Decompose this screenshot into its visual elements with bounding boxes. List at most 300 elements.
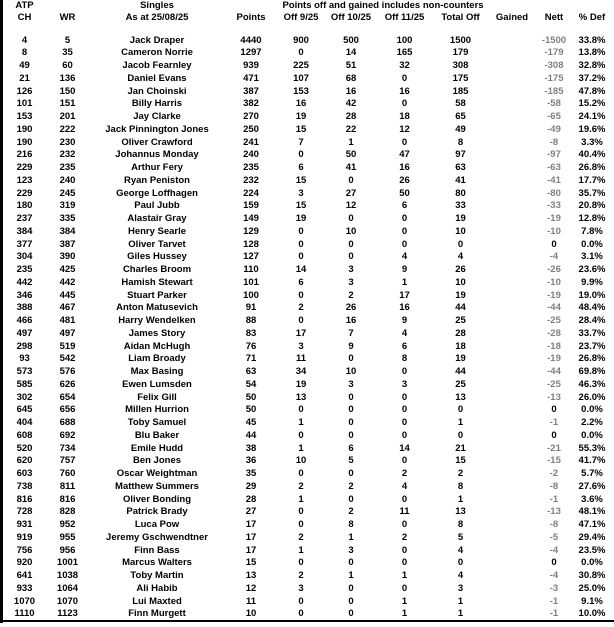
cell-pct-def[interactable]: 24.1% xyxy=(578,111,606,123)
cell-ch[interactable]: 641 xyxy=(16,570,33,582)
cell-ch[interactable]: 101 xyxy=(16,98,33,110)
cell-off-1025[interactable]: 1 xyxy=(348,136,354,148)
column-header-pct-def[interactable]: % Def xyxy=(578,12,606,24)
cell-pct-def[interactable]: 19.6% xyxy=(578,123,606,135)
cell-nett[interactable]: -19 xyxy=(547,353,561,365)
cell-wr[interactable]: 235 xyxy=(59,162,76,174)
cell-total-off[interactable]: 13 xyxy=(455,391,466,403)
cell-points[interactable]: 38 xyxy=(245,442,257,454)
cell-pct-def[interactable]: 46.3% xyxy=(578,378,606,390)
cell-off-1125[interactable]: 0 xyxy=(401,429,408,441)
cell-wr[interactable]: 956 xyxy=(59,544,76,556)
cell-total-off[interactable]: 44 xyxy=(455,366,466,378)
cell-player[interactable]: Oliver Crawford xyxy=(121,136,193,148)
cell-total-off[interactable]: 26 xyxy=(455,264,466,276)
cell-pct-def[interactable]: 47.8% xyxy=(578,85,606,97)
cell-off-925[interactable]: 17 xyxy=(295,327,307,339)
cell-off-1025[interactable]: 3 xyxy=(348,544,354,556)
cell-off-1125[interactable]: 165 xyxy=(396,47,413,59)
cell-total-off[interactable]: 25 xyxy=(455,315,466,327)
cell-off-1025[interactable]: 0 xyxy=(348,608,354,620)
cell-off-925[interactable]: 2 xyxy=(298,531,304,543)
cell-off-1125[interactable]: 0 xyxy=(401,136,408,148)
cell-nett[interactable]: -28 xyxy=(547,327,561,339)
cell-nett[interactable]: -1 xyxy=(549,608,559,620)
cell-ch[interactable]: 21 xyxy=(19,72,30,84)
cell-player[interactable]: Henry Searle xyxy=(127,225,187,237)
cell-off-1125[interactable]: 50 xyxy=(399,187,410,199)
cell-pct-def[interactable]: 30.8% xyxy=(578,570,606,582)
cell-total-off[interactable]: 1 xyxy=(457,608,464,620)
cell-ch[interactable]: 603 xyxy=(16,468,33,480)
cell-off-1125[interactable]: 0 xyxy=(401,391,408,403)
cell-player[interactable]: Johannus Monday xyxy=(115,149,199,161)
cell-nett[interactable]: -44 xyxy=(547,366,561,378)
cell-off-925[interactable]: 1 xyxy=(298,417,304,429)
cell-pct-def[interactable]: 69.8% xyxy=(578,366,606,378)
cell-ch[interactable]: 756 xyxy=(16,544,33,556)
cell-pct-def[interactable]: 48.4% xyxy=(578,302,606,314)
cell-wr[interactable]: 1123 xyxy=(57,608,78,620)
cell-nett[interactable]: -8 xyxy=(549,136,559,148)
cell-off-925[interactable]: 0 xyxy=(298,519,304,531)
cell-off-1025[interactable]: 68 xyxy=(345,72,357,84)
column-header-nett[interactable]: Nett xyxy=(544,12,564,24)
cell-off-1125[interactable]: 6 xyxy=(401,340,408,352)
cell-points[interactable]: 159 xyxy=(243,200,259,212)
cell-pct-def[interactable]: 20.8% xyxy=(578,200,606,212)
cell-total-off[interactable]: 8 xyxy=(457,480,464,492)
cell-total-off[interactable]: 28 xyxy=(455,327,466,339)
cell-total-off[interactable]: 19 xyxy=(455,353,466,365)
cell-off-925[interactable]: 2 xyxy=(298,302,304,314)
cell-off-925[interactable]: 3 xyxy=(298,582,304,594)
cell-off-1025[interactable]: 16 xyxy=(345,85,357,97)
cell-points[interactable]: 50 xyxy=(245,391,257,403)
cell-pct-def[interactable]: 55.3% xyxy=(578,442,606,454)
cell-player[interactable]: Jack Draper xyxy=(129,34,185,46)
cell-nett[interactable]: -13 xyxy=(547,391,561,403)
cell-player[interactable]: James Story xyxy=(128,327,186,339)
cell-off-1125[interactable]: 0 xyxy=(401,493,408,505)
cell-ch[interactable]: 93 xyxy=(19,353,30,365)
cell-total-off[interactable]: 0 xyxy=(457,238,464,250)
cell-nett[interactable]: -3 xyxy=(549,582,559,594)
cell-points[interactable]: 127 xyxy=(243,251,259,263)
cell-pct-def[interactable]: 26.0% xyxy=(578,391,606,403)
cell-off-925[interactable]: 0 xyxy=(298,238,304,250)
cell-wr[interactable]: 816 xyxy=(59,493,76,505)
cell-wr[interactable]: 60 xyxy=(62,60,73,72)
cell-ch[interactable]: 1110 xyxy=(14,608,35,620)
cell-off-925[interactable]: 6 xyxy=(298,276,304,288)
cell-player[interactable]: Jacob Fearnley xyxy=(122,60,192,72)
cell-total-off[interactable]: 13 xyxy=(455,506,466,518)
cell-wr[interactable]: 952 xyxy=(59,519,76,531)
cell-player[interactable]: Blu Baker xyxy=(134,429,180,441)
cell-off-1025[interactable]: 50 xyxy=(345,149,357,161)
cell-off-1125[interactable]: 0 xyxy=(401,582,408,594)
cell-pct-def[interactable]: 27.6% xyxy=(578,480,606,492)
cell-off-1025[interactable]: 0 xyxy=(348,238,354,250)
cell-player[interactable]: Finn Murgett xyxy=(128,608,186,620)
cell-wr[interactable]: 240 xyxy=(59,174,76,186)
cell-player[interactable]: Aidan McHugh xyxy=(123,340,191,352)
cell-pct-def[interactable]: 47.1% xyxy=(578,519,606,531)
cell-wr[interactable]: 232 xyxy=(59,149,76,161)
cell-off-925[interactable]: 0 xyxy=(298,468,304,480)
cell-off-1025[interactable]: 51 xyxy=(345,60,357,72)
cell-nett[interactable]: -97 xyxy=(547,149,561,161)
cell-total-off[interactable]: 1 xyxy=(457,493,464,505)
cell-wr[interactable]: 654 xyxy=(59,391,76,403)
cell-off-1025[interactable]: 9 xyxy=(348,340,354,352)
cell-total-off[interactable]: 8 xyxy=(457,136,464,148)
cell-nett[interactable]: -1 xyxy=(549,493,559,505)
cell-points[interactable]: 110 xyxy=(243,264,259,276)
cell-off-925[interactable]: 19 xyxy=(295,213,307,225)
cell-off-1125[interactable]: 26 xyxy=(399,174,410,186)
cell-off-1025[interactable]: 0 xyxy=(348,557,354,569)
cell-ch[interactable]: 153 xyxy=(16,111,33,123)
cell-nett[interactable]: 0 xyxy=(551,557,557,569)
cell-off-1125[interactable]: 17 xyxy=(399,289,410,301)
cell-wr[interactable]: 319 xyxy=(59,200,76,212)
cell-off-925[interactable]: 13 xyxy=(295,391,307,403)
cell-nett[interactable]: -179 xyxy=(544,47,564,59)
cell-total-off[interactable]: 308 xyxy=(452,60,469,72)
cell-total-off[interactable]: 97 xyxy=(455,149,466,161)
cell-off-1125[interactable]: 1 xyxy=(401,595,408,607)
cell-off-925[interactable]: 15 xyxy=(295,123,307,135)
cell-off-1025[interactable]: 22 xyxy=(345,123,357,135)
cell-player[interactable]: Ryan Peniston xyxy=(124,174,190,186)
cell-pct-def[interactable]: 23.6% xyxy=(578,264,606,276)
cell-points[interactable]: 36 xyxy=(245,455,257,467)
cell-off-1125[interactable]: 16 xyxy=(399,85,410,97)
cell-pct-def[interactable]: 26.8% xyxy=(578,353,606,365)
cell-points[interactable]: 101 xyxy=(243,276,259,288)
cell-points[interactable]: 100 xyxy=(243,289,259,301)
header-singles[interactable]: Singles xyxy=(140,0,174,12)
cell-ch[interactable]: 585 xyxy=(16,378,33,390)
cell-total-off[interactable]: 1 xyxy=(457,595,464,607)
cell-ch[interactable]: 346 xyxy=(16,289,33,301)
cell-off-1025[interactable]: 8 xyxy=(348,519,354,531)
column-header-ch[interactable]: CH xyxy=(17,12,32,24)
cell-off-1025[interactable]: 3 xyxy=(348,378,354,390)
cell-off-925[interactable]: 0 xyxy=(298,289,304,301)
cell-player[interactable]: Marcus Walters xyxy=(122,557,192,569)
cell-points[interactable]: 28 xyxy=(245,493,257,505)
cell-wr[interactable]: 542 xyxy=(59,353,76,365)
cell-nett[interactable]: -26 xyxy=(547,264,561,276)
cell-pct-def[interactable]: 0.0% xyxy=(581,429,603,441)
cell-total-off[interactable]: 1500 xyxy=(449,34,472,46)
cell-pct-def[interactable]: 48.1% xyxy=(578,506,606,518)
cell-wr[interactable]: 811 xyxy=(59,480,76,492)
column-header-off-925[interactable]: Off 9/25 xyxy=(283,12,319,24)
cell-off-1125[interactable]: 1 xyxy=(401,570,408,582)
cell-off-1125[interactable]: 32 xyxy=(399,60,410,72)
cell-points[interactable]: 63 xyxy=(245,366,257,378)
cell-pct-def[interactable]: 15.2% xyxy=(578,98,606,110)
cell-off-925[interactable]: 7 xyxy=(298,136,304,148)
cell-wr[interactable]: 387 xyxy=(59,238,76,250)
cell-nett[interactable]: -21 xyxy=(547,442,561,454)
cell-off-925[interactable]: 10 xyxy=(295,455,307,467)
column-header-wr[interactable]: WR xyxy=(59,12,76,24)
cell-off-925[interactable]: 2 xyxy=(298,480,304,492)
cell-wr[interactable]: 1001 xyxy=(56,557,79,569)
cell-ch[interactable]: 180 xyxy=(16,200,33,212)
cell-off-1125[interactable]: 0 xyxy=(401,98,408,110)
cell-off-925[interactable]: 3 xyxy=(298,340,304,352)
cell-nett[interactable]: -80 xyxy=(547,187,561,199)
cell-nett[interactable]: -2 xyxy=(549,468,559,480)
cell-total-off[interactable]: 2 xyxy=(457,468,464,480)
column-header-player[interactable]: As at 25/08/25 xyxy=(125,12,189,24)
cell-wr[interactable]: 734 xyxy=(59,442,76,454)
cell-off-1125[interactable]: 0 xyxy=(401,366,408,378)
cell-off-1125[interactable]: 0 xyxy=(401,519,408,531)
cell-off-1125[interactable]: 1 xyxy=(401,276,408,288)
cell-player[interactable]: Millen Hurrion xyxy=(125,404,189,416)
cell-ch[interactable]: 497 xyxy=(16,327,33,339)
cell-ch[interactable]: 216 xyxy=(16,149,33,161)
cell-pct-def[interactable]: 12.8% xyxy=(578,213,606,225)
cell-points[interactable]: 12 xyxy=(245,582,257,594)
cell-nett[interactable]: -8 xyxy=(549,519,559,531)
cell-total-off[interactable]: 5 xyxy=(457,531,464,543)
cell-ch[interactable]: 190 xyxy=(16,136,33,148)
cell-pct-def[interactable]: 29.4% xyxy=(578,531,606,543)
cell-off-1025[interactable]: 0 xyxy=(348,429,354,441)
cell-off-1025[interactable]: 28 xyxy=(345,111,357,123)
cell-total-off[interactable]: 1 xyxy=(457,417,464,429)
cell-wr[interactable]: 1038 xyxy=(56,570,79,582)
cell-points[interactable]: 13 xyxy=(245,570,257,582)
cell-wr[interactable]: 335 xyxy=(59,213,76,225)
cell-nett[interactable]: -19 xyxy=(547,289,561,301)
cell-ch[interactable]: 931 xyxy=(16,519,33,531)
cell-off-1125[interactable]: 0 xyxy=(401,557,408,569)
cell-off-1025[interactable]: 0 xyxy=(348,353,354,365)
cell-ch[interactable]: 738 xyxy=(16,480,33,492)
cell-ch[interactable]: 377 xyxy=(16,238,33,250)
cell-wr[interactable]: 626 xyxy=(59,378,76,390)
cell-ch[interactable]: 466 xyxy=(16,315,33,327)
cell-off-925[interactable]: 0 xyxy=(298,595,304,607)
cell-player[interactable]: Oliver Tarvet xyxy=(128,238,186,250)
cell-off-1125[interactable]: 16 xyxy=(399,162,410,174)
cell-off-1125[interactable]: 2 xyxy=(401,531,408,543)
cell-off-925[interactable]: 1 xyxy=(298,493,304,505)
cell-off-1025[interactable]: 1 xyxy=(348,531,354,543)
cell-points[interactable]: 83 xyxy=(245,327,257,339)
cell-pct-def[interactable]: 41.7% xyxy=(578,455,606,467)
cell-nett[interactable]: -4 xyxy=(549,251,559,263)
cell-nett[interactable]: -65 xyxy=(547,111,561,123)
column-header-off-1125[interactable]: Off 11/25 xyxy=(384,12,425,24)
cell-wr[interactable]: 222 xyxy=(59,123,76,135)
cell-player[interactable]: Cameron Norrie xyxy=(121,47,193,59)
cell-total-off[interactable]: 3 xyxy=(457,582,464,594)
cell-nett[interactable]: -4 xyxy=(549,570,559,582)
cell-points[interactable]: 91 xyxy=(245,302,257,314)
cell-wr[interactable]: 5 xyxy=(64,34,71,46)
cell-points[interactable]: 224 xyxy=(243,187,259,199)
cell-ch[interactable]: 123 xyxy=(16,174,33,186)
cell-player[interactable]: Emile Hudd xyxy=(130,442,184,454)
cell-off-925[interactable]: 0 xyxy=(298,608,304,620)
cell-pct-def[interactable]: 9.1% xyxy=(581,595,603,607)
cell-off-1125[interactable]: 47 xyxy=(399,149,410,161)
cell-nett[interactable]: 0 xyxy=(551,429,557,441)
cell-nett[interactable]: -41 xyxy=(547,174,561,186)
cell-ch[interactable]: 298 xyxy=(16,340,33,352)
cell-player[interactable]: Ali Habib xyxy=(136,582,178,594)
column-header-points[interactable]: Points xyxy=(236,12,266,24)
cell-total-off[interactable]: 0 xyxy=(457,429,464,441)
cell-wr[interactable]: 692 xyxy=(59,429,76,441)
cell-wr[interactable]: 576 xyxy=(59,366,76,378)
cell-player[interactable]: Harry Wendelken xyxy=(118,315,196,327)
cell-off-1125[interactable]: 100 xyxy=(396,34,413,46)
cell-pct-def[interactable]: 37.2% xyxy=(578,72,606,84)
cell-points[interactable]: 50 xyxy=(245,404,257,416)
cell-ch[interactable]: 404 xyxy=(16,417,33,429)
cell-wr[interactable]: 245 xyxy=(59,187,76,199)
cell-off-1025[interactable]: 2 xyxy=(348,480,354,492)
cell-points[interactable]: 232 xyxy=(243,174,259,186)
cell-points[interactable]: 88 xyxy=(245,315,257,327)
cell-points[interactable]: 4440 xyxy=(240,34,262,46)
cell-off-1125[interactable]: 14 xyxy=(399,442,410,454)
cell-total-off[interactable]: 185 xyxy=(452,85,469,97)
cell-off-925[interactable]: 0 xyxy=(298,506,304,518)
cell-player[interactable]: Finn Bass xyxy=(134,544,180,556)
cell-off-1025[interactable]: 0 xyxy=(348,493,354,505)
cell-player[interactable]: Felix Gill xyxy=(137,391,177,403)
cell-player[interactable]: Max Basing xyxy=(130,366,184,378)
cell-total-off[interactable]: 15 xyxy=(455,455,466,467)
cell-player[interactable]: Jay Clarke xyxy=(133,111,181,123)
cell-player[interactable]: Hamish Stewart xyxy=(121,276,193,288)
cell-off-1025[interactable]: 2 xyxy=(348,506,354,518)
cell-pct-def[interactable]: 3.6% xyxy=(581,493,603,505)
cell-total-off[interactable]: 49 xyxy=(455,123,466,135)
cell-points[interactable]: 76 xyxy=(245,340,257,352)
cell-ch[interactable]: 442 xyxy=(16,276,33,288)
cell-total-off[interactable]: 41 xyxy=(455,174,466,186)
cell-off-1125[interactable]: 6 xyxy=(401,200,408,212)
cell-off-1125[interactable]: 2 xyxy=(401,468,408,480)
cell-nett[interactable]: -15 xyxy=(547,455,561,467)
cell-total-off[interactable]: 25 xyxy=(455,378,466,390)
cell-player[interactable]: Jeremy Gschwendtner xyxy=(106,531,208,543)
cell-points[interactable]: 15 xyxy=(245,557,257,569)
cell-ch[interactable]: 520 xyxy=(16,442,33,454)
cell-total-off[interactable]: 58 xyxy=(455,98,466,110)
cell-points[interactable]: 17 xyxy=(245,531,257,543)
header-atp[interactable]: ATP xyxy=(15,0,34,12)
cell-total-off[interactable]: 63 xyxy=(455,162,466,174)
cell-off-1125[interactable]: 0 xyxy=(401,404,408,416)
cell-points[interactable]: 54 xyxy=(245,378,257,390)
cell-off-1025[interactable]: 6 xyxy=(348,442,354,454)
cell-pct-def[interactable]: 0.0% xyxy=(581,404,603,416)
cell-nett[interactable]: -1 xyxy=(549,417,559,429)
cell-ch[interactable]: 126 xyxy=(16,85,33,97)
cell-pct-def[interactable]: 33.8% xyxy=(578,34,606,46)
cell-wr[interactable]: 150 xyxy=(59,85,76,97)
cell-ch[interactable]: 304 xyxy=(16,251,33,263)
cell-off-925[interactable]: 3 xyxy=(298,187,304,199)
cell-nett[interactable]: -185 xyxy=(544,85,564,97)
cell-total-off[interactable]: 44 xyxy=(455,302,466,314)
cell-total-off[interactable]: 19 xyxy=(455,289,466,301)
cell-points[interactable]: 250 xyxy=(243,123,259,135)
cell-off-925[interactable]: 6 xyxy=(298,162,304,174)
cell-nett[interactable]: -58 xyxy=(547,98,561,110)
cell-pct-def[interactable]: 13.8% xyxy=(578,47,606,59)
cell-wr[interactable]: 757 xyxy=(59,455,76,467)
cell-wr[interactable]: 151 xyxy=(59,98,76,110)
cell-player[interactable]: Jack Pinnington Jones xyxy=(105,123,209,135)
cell-points[interactable]: 241 xyxy=(243,136,259,148)
cell-ch[interactable]: 920 xyxy=(16,557,33,569)
cell-points[interactable]: 387 xyxy=(243,85,259,97)
cell-off-1025[interactable]: 0 xyxy=(348,582,354,594)
cell-ch[interactable]: 816 xyxy=(16,493,33,505)
cell-off-1125[interactable]: 0 xyxy=(401,238,408,250)
cell-points[interactable]: 270 xyxy=(243,111,259,123)
cell-wr[interactable]: 688 xyxy=(59,417,76,429)
cell-total-off[interactable]: 19 xyxy=(455,213,466,225)
cell-nett[interactable]: -63 xyxy=(547,162,561,174)
cell-player[interactable]: Billy Harris xyxy=(131,98,183,110)
cell-wr[interactable]: 445 xyxy=(59,289,76,301)
cell-points[interactable]: 149 xyxy=(243,213,259,225)
cell-nett[interactable]: -10 xyxy=(547,225,561,237)
cell-ch[interactable]: 237 xyxy=(16,213,33,225)
cell-off-1125[interactable]: 0 xyxy=(401,417,408,429)
cell-player[interactable]: Jan Choinski xyxy=(127,85,187,97)
cell-off-1025[interactable]: 0 xyxy=(348,468,354,480)
cell-points[interactable]: 382 xyxy=(243,98,259,110)
header-note[interactable]: Points off and gained includes non-counters xyxy=(282,0,484,12)
cell-total-off[interactable]: 18 xyxy=(455,340,466,352)
cell-off-925[interactable]: 14 xyxy=(295,264,307,276)
cell-player[interactable]: Luca Pow xyxy=(134,519,180,531)
cell-off-1025[interactable]: 10 xyxy=(345,366,357,378)
cell-nett[interactable]: -4 xyxy=(549,544,559,556)
cell-nett[interactable]: -1 xyxy=(549,595,559,607)
cell-off-1025[interactable]: 10 xyxy=(345,225,357,237)
cell-off-1025[interactable]: 14 xyxy=(345,47,357,59)
cell-total-off[interactable]: 10 xyxy=(455,225,466,237)
cell-wr[interactable]: 656 xyxy=(59,404,76,416)
cell-nett[interactable]: -1500 xyxy=(541,34,567,46)
cell-ch[interactable]: 919 xyxy=(16,531,33,543)
cell-wr[interactable]: 519 xyxy=(59,340,76,352)
cell-nett[interactable]: -49 xyxy=(547,123,561,135)
cell-wr[interactable]: 425 xyxy=(59,264,76,276)
cell-off-1125[interactable]: 12 xyxy=(399,123,410,135)
cell-pct-def[interactable]: 9.9% xyxy=(581,276,603,288)
cell-total-off[interactable]: 10 xyxy=(455,276,466,288)
